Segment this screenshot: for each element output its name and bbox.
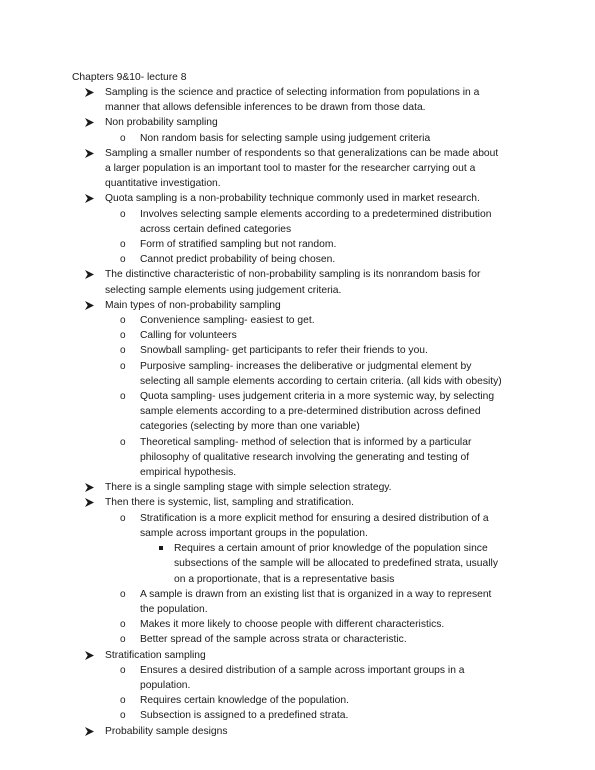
circle-bullet-icon: o [120,436,126,448]
list-item-text: A sample is drawn from an existing list that is organized in a way to represent the population. [140,588,492,615]
list-item [72,207,502,237]
list-item [72,191,502,206]
notes-list [72,85,502,739]
circle-bullet-icon: o [120,254,126,266]
list-item [72,435,502,481]
circle-bullet-icon: o [120,710,126,722]
list-item-text: Involves selecting sample elements according to a predetermined distribution across certain defined categories [140,208,492,235]
circle-bullet-icon: o [120,132,126,144]
arrow-bullet-icon [85,118,94,127]
circle-bullet-icon: o [120,360,126,372]
list-item-text: Purposive sampling- increases the deliberative or judgmental element by selecting all sample elements according to certain criteria. (all kids with obesity) [140,360,502,387]
square-bullet-icon [159,546,163,550]
list-item [72,480,502,495]
circle-bullet-icon: o [120,634,126,646]
list-item [72,359,502,389]
arrow-bullet-icon [85,301,94,310]
document-title: Chapters 9&10- lecture 8 [72,72,187,83]
list-item [72,313,502,328]
list-item [72,587,502,617]
list-item [72,146,502,192]
list-item [72,343,502,358]
list-item-text: Non probability sampling [105,117,218,129]
list-item-text: The distinctive characteristic of non-probability sampling is its nonrandom basis for selecting sample elements using judgement criteria. [105,269,481,296]
list-item [72,237,502,252]
list-item [72,541,502,587]
list-item-text: Stratification is a more explicit method for ensuring a desired distribution of a sample across important groups in the population. [140,512,489,539]
list-item-text: Snowball sampling- get participants to refer their friends to you. [140,345,428,357]
arrow-bullet-icon [85,88,94,97]
arrow-bullet-icon [85,498,94,507]
list-item-text: Requires certain knowledge of the population. [140,695,349,707]
list-item [72,663,502,693]
circle-bullet-icon: o [120,619,126,631]
circle-bullet-icon: o [120,512,126,524]
list-item-text: Ensures a desired distribution of a sample across important groups in a population. [140,664,465,691]
list-item-text: There is a single sampling stage with simple selection strategy. [105,482,392,494]
arrow-bullet-icon [85,149,94,158]
circle-bullet-icon: o [120,345,126,357]
circle-bullet-icon: o [120,695,126,707]
list-item [72,495,502,510]
list-item-text: Makes it more likely to choose people with different characteristics. [140,619,445,631]
list-item [72,252,502,267]
list-item-text: Quota sampling is a non-probability technique commonly used in market research. [105,193,480,205]
arrow-bullet-icon [85,727,94,736]
list-item [72,648,502,663]
circle-bullet-icon: o [120,208,126,220]
list-item-text: Then there is systemic, list, sampling and stratification. [105,497,354,509]
list-item [72,617,502,632]
circle-bullet-icon: o [120,391,126,403]
list-item-text: Convenience sampling- easiest to get. [140,315,315,327]
list-item-text: Main types of non-probability sampling [105,299,281,311]
circle-bullet-icon: o [120,315,126,327]
list-item [72,115,502,130]
arrow-bullet-icon [85,194,94,203]
list-item-text: Theoretical sampling- method of selection that is informed by a particular philosophy of qualitative research involving the generating and testing of empirical hypothesis. [140,436,472,479]
circle-bullet-icon: o [120,330,126,342]
list-item-text: Subsection is assigned to a predefined strata. [140,710,349,722]
list-item [72,328,502,343]
list-item-text: Calling for volunteers [140,330,237,342]
list-item [72,267,502,297]
list-item-text: Quota sampling- uses judgement criteria in a more systemic way, by selecting sample elements according to a pre-determined distribution across defined categories (selecting by more than one variable) [140,391,495,433]
list-item-text: Better spread of the sample across strata or characteristic. [140,634,407,646]
arrow-bullet-icon [85,483,94,492]
list-item [72,131,502,146]
list-item [72,708,502,723]
list-item-text: Stratification sampling [105,649,206,661]
list-item-text: Sampling is the science and practice of selecting information from populations in a manner that allows defensible inferences to be drawn from those data. [105,87,480,114]
list-item-text: Requires a certain amount of prior knowledge of the population since subsections of the sample will be allocated to predefined strata, usually on a proportionate, that is a representative basis [174,543,498,585]
list-item [72,511,502,541]
arrow-bullet-icon [85,651,94,660]
list-item-text: Probability sample designs [105,725,228,737]
list-item [72,298,502,313]
circle-bullet-icon: o [120,588,126,600]
list-item-text: Sampling a smaller number of respondents so that generalizations can be made about a larger population is an important tool to master for the researcher carrying out a quantitative investigation. [105,147,499,190]
list-item-text: Form of stratified sampling but not random. [140,239,337,251]
list-item-text: Non random basis for selecting sample using judgement criteria [140,132,431,144]
list-item [72,632,502,647]
list-item-text: Cannot predict probability of being chosen. [140,254,336,266]
circle-bullet-icon: o [120,239,126,251]
arrow-bullet-icon [85,270,94,279]
list-item [72,85,502,115]
list-item [72,724,502,739]
list-item [72,389,502,435]
list-item [72,693,502,708]
circle-bullet-icon: o [120,664,126,676]
